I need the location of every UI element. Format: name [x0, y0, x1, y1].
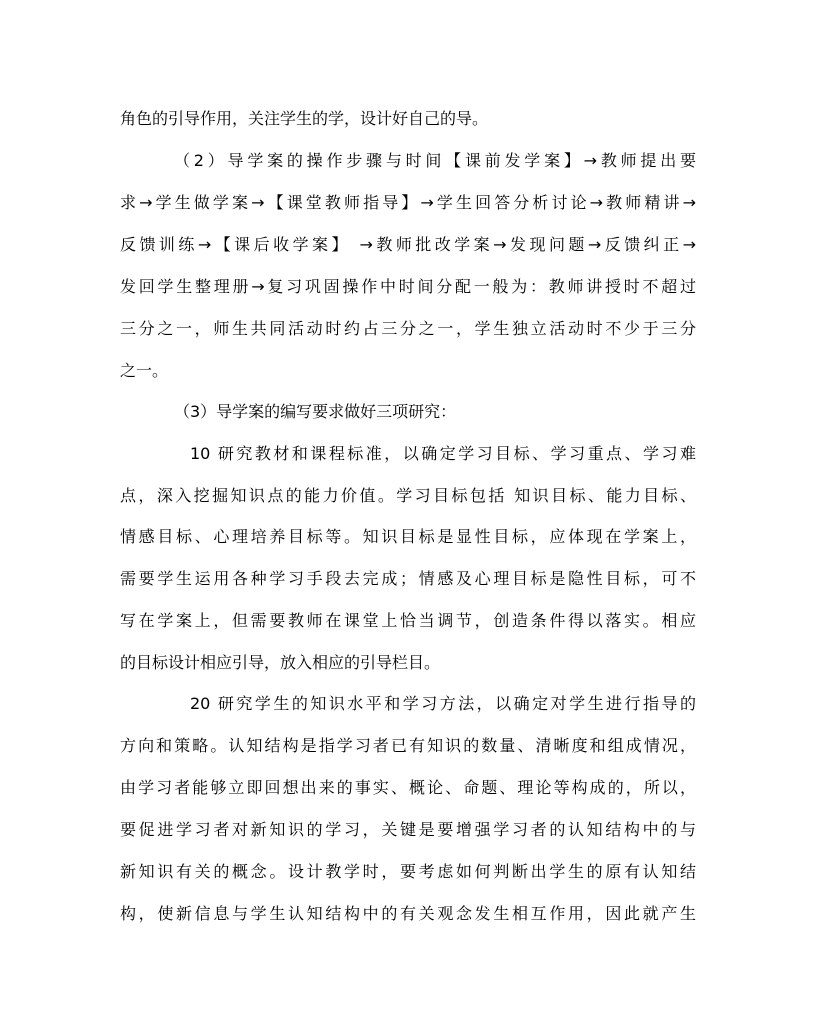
paragraph-line: 发回学生整理册→复习巩固操作中时间分配一般为：教师讲授时不超过 [120, 277, 696, 296]
paragraph-line: 方向和策略。认知结构是指学习者已有知识的数量、清晰度和组成情况， [120, 736, 696, 755]
paragraph-line: （2）导学案的操作步骤与时间【课前发学案】→教师提出要 [174, 151, 696, 170]
paragraph-line: 三分之一，师生共同活动时约占三分之一，学生独立活动时不少于三分 [120, 319, 696, 338]
paragraph-line: 点，深入挖掘知识点的能力价值。学习目标包括 知识目标、能力目标、 [120, 486, 696, 505]
paragraph-line: 角色的引导作用，关注学生的学，设计好自己的导。 [120, 109, 489, 128]
paragraph-line: 写在学案上，但需要教师在课堂上恰当调节，创造条件得以落实。相应 [120, 611, 696, 630]
paragraph-line: 反馈训练→【课后收学案】 →教师批改学案→发现问题→反馈纠正→ [120, 235, 696, 254]
paragraph-line: （3）导学案的编写要求做好三项研究： [174, 402, 457, 421]
paragraph-line: 10 研究教材和课程标准，以确定学习目标、学习重点、学习难 [190, 444, 696, 463]
paragraph-line: 构，使新信息与学生认知结构中的有关观念发生相互作用，因此就产生 [120, 904, 696, 923]
paragraph-line: 求→学生做学案→【课堂教师指导】→学生回答分析讨论→教师精讲→ [120, 193, 696, 212]
paragraph-line: 新知识有关的概念。设计教学时，要考虑如何判断出学生的原有认知结 [120, 862, 696, 881]
paragraph-line: 要促进学习者对新知识的学习，关键是要增强学习者的认知结构中的与 [120, 820, 696, 839]
paragraph-line: 由学习者能够立即回想出来的事实、概论、命题、理论等构成的，所以， [120, 778, 696, 797]
paragraph-line: 之一。 [120, 361, 169, 380]
paragraph-line: 需要学生运用各种学习手段去完成；情感及心理目标是隐性目标，可不 [120, 569, 696, 588]
paragraph-line: 20 研究学生的知识水平和学习方法，以确定对学生进行指导的 [190, 694, 696, 713]
paragraph-line: 情感目标、心理培养目标等。知识目标是显性目标，应体现在学案上， [120, 527, 696, 546]
paragraph-line: 的目标设计相应引导，放入相应的引导栏目。 [120, 653, 441, 672]
